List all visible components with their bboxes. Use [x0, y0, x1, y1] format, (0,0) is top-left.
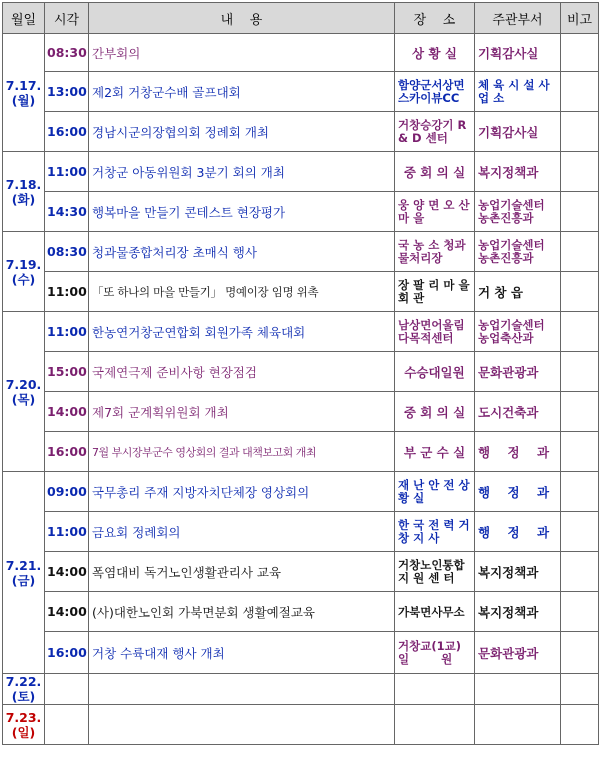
note-cell	[561, 34, 599, 72]
header-content: 내 용	[89, 3, 395, 34]
place-cell: 중 회 의 실	[395, 392, 475, 432]
time-cell	[45, 674, 89, 705]
time-cell: 09:00	[45, 472, 89, 512]
date-cell: 7.19. (수)	[3, 232, 45, 312]
date-cell: 7.22. (토)	[3, 674, 45, 705]
table-row	[3, 112, 599, 152]
content-cell: 「또 하나의 마을 만들기」 명예이장 임명 위촉	[89, 272, 395, 312]
place-cell	[395, 674, 475, 705]
note-cell	[561, 472, 599, 512]
content-cell: 경남시군의장협의회 정례회 개최	[89, 112, 395, 152]
place-cell: 중 회 의 실	[395, 152, 475, 192]
schedule-table	[2, 2, 599, 745]
time-cell: 16:00	[45, 632, 89, 674]
dept-cell: 농업기술센터 농촌진흥과	[475, 192, 561, 232]
time-cell: 08:30	[45, 34, 89, 72]
note-cell	[561, 632, 599, 674]
dept-cell	[475, 674, 561, 705]
dept-cell: 문화관광과	[475, 352, 561, 392]
dept-cell	[475, 705, 561, 745]
table-row	[3, 72, 599, 112]
note-cell	[561, 112, 599, 152]
time-cell: 11:00	[45, 272, 89, 312]
time-cell: 08:30	[45, 232, 89, 272]
dept-cell: 농업기술센터 농업축산과	[475, 312, 561, 352]
place-cell: 수승대일원	[395, 352, 475, 392]
table-row	[3, 472, 599, 512]
content-cell: 행복마을 만들기 콘테스트 현장평가	[89, 192, 395, 232]
dept-cell: 행 정 과	[475, 512, 561, 552]
content-cell: 간부회의	[89, 34, 395, 72]
place-cell: 가북면사무소	[395, 592, 475, 632]
dept-cell: 복지정책과	[475, 152, 561, 192]
place-cell: 남상면어울림 다목적센터	[395, 312, 475, 352]
note-cell	[561, 72, 599, 112]
date-cell: 7.18. (화)	[3, 152, 45, 232]
place-cell: 장 팔 리 마 을 회 관	[395, 272, 475, 312]
content-cell: 거창 수륙대재 행사 개최	[89, 632, 395, 674]
date-cell: 7.17. (월)	[3, 34, 45, 152]
note-cell	[561, 352, 599, 392]
dept-cell: 복지정책과	[475, 592, 561, 632]
table-row	[3, 674, 599, 705]
table-row	[3, 705, 599, 745]
header-note: 비고	[561, 3, 599, 34]
note-cell	[561, 152, 599, 192]
content-cell: 폭염대비 독거노인생활관리사 교육	[89, 552, 395, 592]
place-cell: 함양군서상면 스카이뷰CC	[395, 72, 475, 112]
table-row	[3, 312, 599, 352]
place-cell: 상 황 실	[395, 34, 475, 72]
dept-cell: 문화관광과	[475, 632, 561, 674]
time-cell: 14:00	[45, 392, 89, 432]
note-cell	[561, 512, 599, 552]
content-cell: 7월 부시장부군수 영상회의 결과 대책보고회 개최	[89, 432, 395, 472]
time-cell: 13:00	[45, 72, 89, 112]
note-cell	[561, 592, 599, 632]
time-cell: 14:30	[45, 192, 89, 232]
note-cell	[561, 272, 599, 312]
place-cell: 웅 양 면 오 산 마 을	[395, 192, 475, 232]
content-cell	[89, 705, 395, 745]
dept-cell: 행 정 과	[475, 432, 561, 472]
time-cell: 16:00	[45, 112, 89, 152]
content-cell: 청과물종합처리장 초매식 행사	[89, 232, 395, 272]
content-cell: 국제연극제 준비사항 현장점검	[89, 352, 395, 392]
note-cell	[561, 674, 599, 705]
date-cell: 7.20. (목)	[3, 312, 45, 472]
note-cell	[561, 705, 599, 745]
place-cell	[395, 705, 475, 745]
table-row	[3, 592, 599, 632]
header-row	[3, 3, 599, 34]
note-cell	[561, 192, 599, 232]
table-row	[3, 432, 599, 472]
dept-cell: 기획감사실	[475, 34, 561, 72]
time-cell: 14:00	[45, 592, 89, 632]
table-row	[3, 512, 599, 552]
dept-cell: 농업기술센터 농촌진흥과	[475, 232, 561, 272]
header-date: 월일	[3, 3, 45, 34]
table-row	[3, 352, 599, 392]
dept-cell: 기획감사실	[475, 112, 561, 152]
time-cell: 15:00	[45, 352, 89, 392]
date-cell: 7.21. (금)	[3, 472, 45, 674]
content-cell: 금요회 정례회의	[89, 512, 395, 552]
time-cell	[45, 705, 89, 745]
note-cell	[561, 552, 599, 592]
content-cell: 제7회 군계획위원회 개최	[89, 392, 395, 432]
content-cell: 국무총리 주재 지방자치단체장 영상회의	[89, 472, 395, 512]
table-row	[3, 192, 599, 232]
time-cell: 11:00	[45, 312, 89, 352]
dept-cell: 도시건축과	[475, 392, 561, 432]
place-cell: 국 농 소 청과물처리장	[395, 232, 475, 272]
content-cell: (사)대한노인회 가북면분회 생활예절교육	[89, 592, 395, 632]
dept-cell: 거 창 읍	[475, 272, 561, 312]
table-row	[3, 232, 599, 272]
note-cell	[561, 392, 599, 432]
table-row	[3, 272, 599, 312]
content-cell: 한농연거창군연합회 회원가족 체육대회	[89, 312, 395, 352]
place-cell: 부 군 수 실	[395, 432, 475, 472]
dept-cell: 복지정책과	[475, 552, 561, 592]
time-cell: 11:00	[45, 152, 89, 192]
header-time: 시각	[45, 3, 89, 34]
place-cell: 재 난 안 전 상 황 실	[395, 472, 475, 512]
time-cell: 11:00	[45, 512, 89, 552]
table-row	[3, 152, 599, 192]
header-place: 장 소	[395, 3, 475, 34]
date-cell: 7.23. (일)	[3, 705, 45, 745]
header-dept: 주관부서	[475, 3, 561, 34]
table-row	[3, 632, 599, 674]
table-row	[3, 34, 599, 72]
place-cell: 거창승강기 R & D 센터	[395, 112, 475, 152]
time-cell: 16:00	[45, 432, 89, 472]
place-cell: 거창노인통합 지 원 센 터	[395, 552, 475, 592]
content-cell: 제2회 거창군수배 골프대회	[89, 72, 395, 112]
table-row	[3, 552, 599, 592]
place-cell: 한 국 전 력 거 창 지 사	[395, 512, 475, 552]
content-cell	[89, 674, 395, 705]
dept-cell: 체 육 시 설 사 업 소	[475, 72, 561, 112]
dept-cell: 행 정 과	[475, 472, 561, 512]
note-cell	[561, 232, 599, 272]
content-cell: 거창군 아동위원회 3분기 회의 개최	[89, 152, 395, 192]
note-cell	[561, 432, 599, 472]
note-cell	[561, 312, 599, 352]
time-cell: 14:00	[45, 552, 89, 592]
table-row	[3, 392, 599, 432]
place-cell: 거창교(1교) 일 원	[395, 632, 475, 674]
